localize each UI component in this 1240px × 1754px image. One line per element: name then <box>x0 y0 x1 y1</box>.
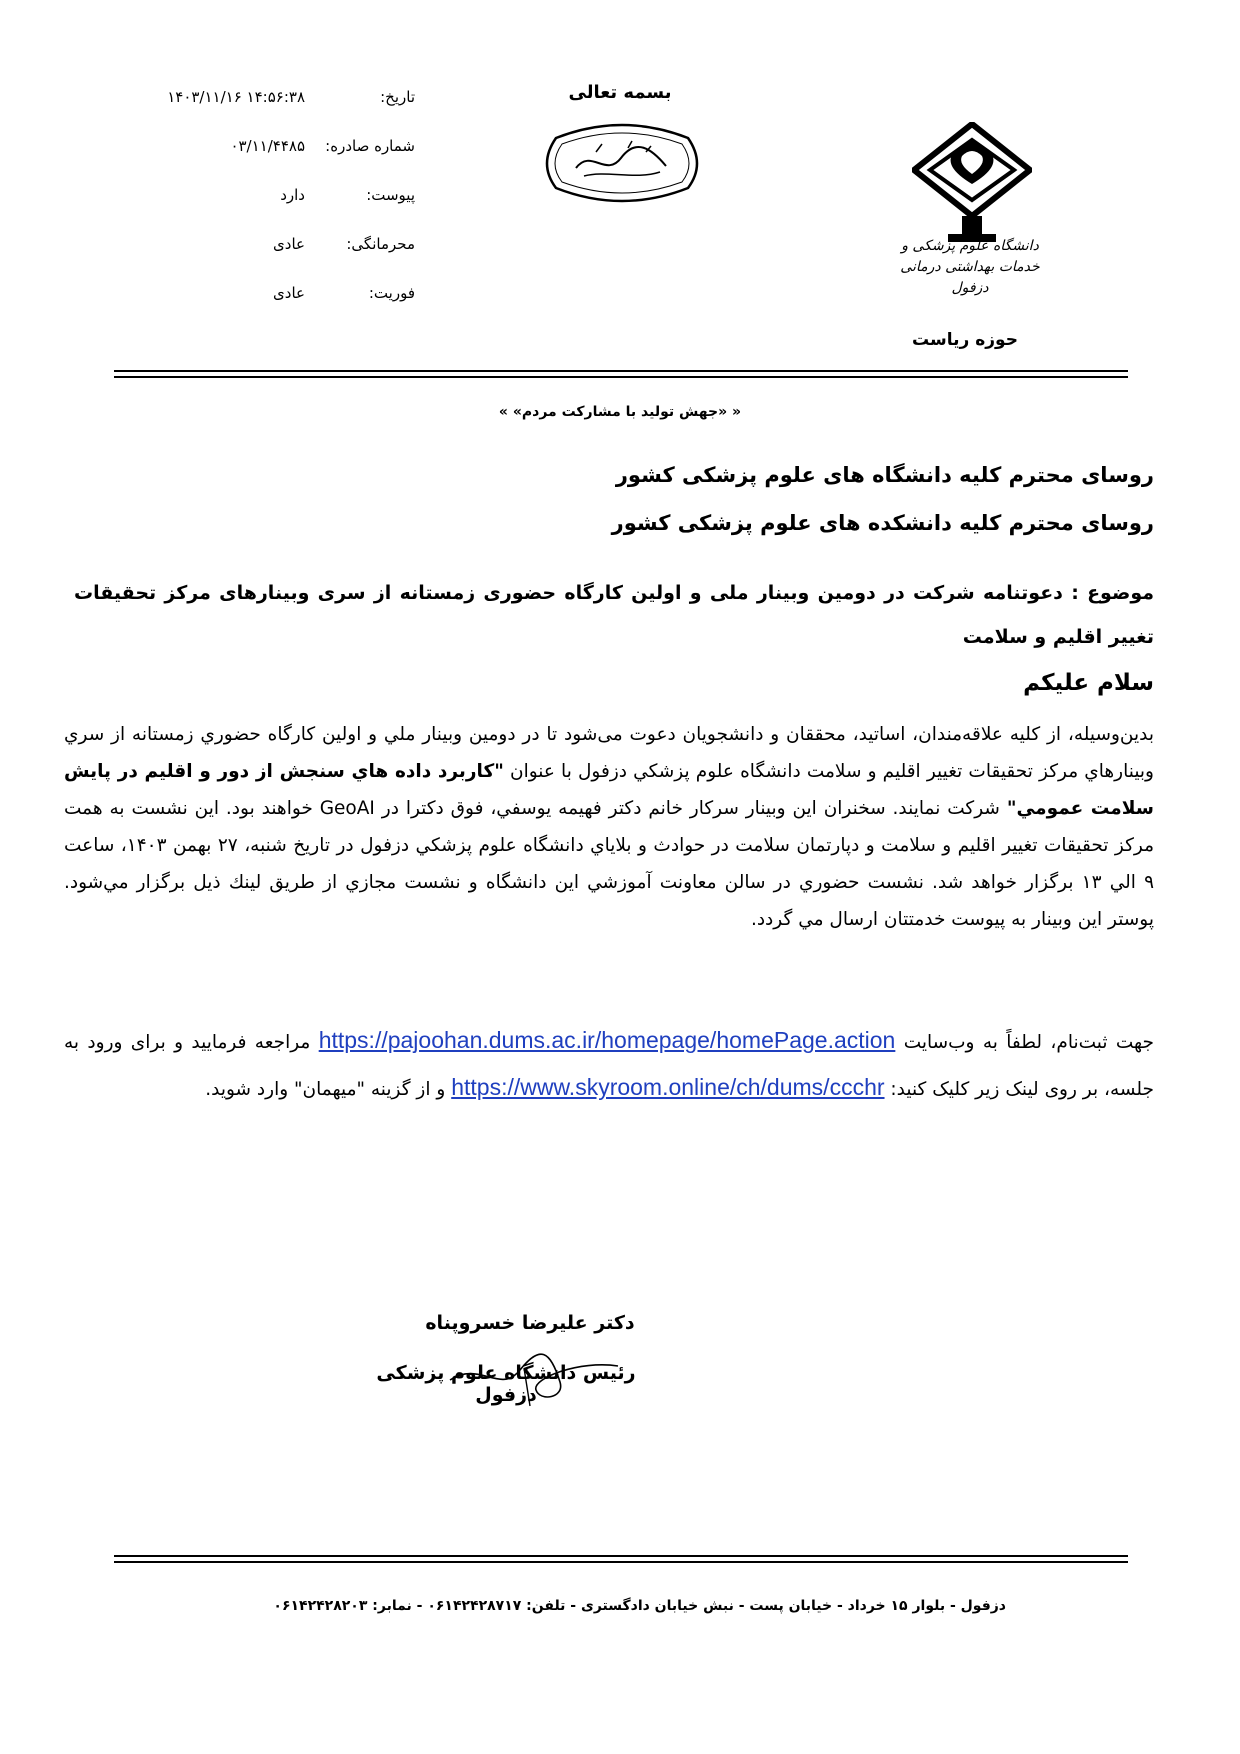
body-p2-part2: مراجعه فرمایید و برای ورود به جلسه، بر روی لینک زیر کلیک کنید: <box>64 1032 1154 1100</box>
skyroom-link[interactable]: https://www.skyroom.online/ch/dums/ccchr <box>451 1074 885 1100</box>
body-paragraph-2 <box>64 1018 1154 1112</box>
logo-caption <box>880 236 1060 299</box>
date-value: ۱۴:۵۶:۳۸ ۱۴۰۳/۱۱/۱۶ <box>167 88 305 106</box>
body-p1-part2: شرکت نمایند. سخنران اين وبينار سرکار خانم دکتر فهيمه يوسفي، فوق دکترا در GeoAI خواهند بود. این نشست به همت مرکز تحقيقات تغيير اقليم و سلامت و دپارتمان سلامت در حوادث و بلاياي دانشگاه علوم پزشکي دزفول در تاریخ شنبه، ۲۷ بهمن ۱۴۰۳، ساعت ۹ الي ۱۳ برگزار خواهد شد. نشست حضوري در سالن معاونت آموزشي اين دانشگاه و نشست مجازي از طريق لينك ذيل برگزار مي‌شود. پوستر اين وبينار به پيوست خدمتتان ارسال مي گردد. <box>64 798 1154 930</box>
confidentiality-label: محرمانگی: <box>346 235 415 253</box>
attachment-value: دارد <box>280 186 305 204</box>
meta-attachment <box>140 186 415 210</box>
body-p1-part1: بدین‌وسیله، از کلیه علاقه‌مندان، اساتید، محققان و دانشجویان دعوت می‌شود تا در دومین وبینار ملي و اولين کارگاه حضوري زمستانه از سري وبينارهاي مرکز تحقيقات تغيير اقليم و سلامت دانشگاه علوم پزشکي دزفول با عنوان <box>64 724 1154 782</box>
urgency-label: فوریت: <box>368 284 415 302</box>
confidentiality-value: عادی <box>273 235 305 253</box>
body-paragraph-1 <box>64 716 1154 938</box>
footer-address: دزفول - بلوار ۱۵ خرداد - خیابان پست - نبش خیابان دادگستری - تلفن: ۰۶۱۴۲۴۲۸۷۱۷ - نمابر: ۰۶۱۴۲۴۲۸۲۰۳ <box>273 1598 1006 1614</box>
logo-caption-line2: دزفول <box>951 280 989 296</box>
footer-divider-top <box>114 1555 1128 1557</box>
registration-link[interactable]: https://pajoohan.dums.ac.ir/homepage/homePage.action <box>318 1027 896 1053</box>
footer-divider-bottom <box>114 1561 1128 1563</box>
webinar-title: "کاربرد داده هاي سنجش از دور و اقليم در پايش سلامت عمومي" <box>64 761 1155 819</box>
meta-date <box>140 88 415 112</box>
logo-caption-line1: دانشگاه علوم پزشکی و خدمات بهداشتی درمانی <box>900 238 1040 275</box>
header-divider-bottom <box>114 376 1128 378</box>
urgency-value: عادی <box>273 284 305 302</box>
bismillah: بسمه تعالی <box>568 82 672 103</box>
header-divider-top <box>114 370 1128 372</box>
addressee-faculties: روسای محترم کلیه دانشکده های علوم پزشکی کشور <box>611 511 1154 535</box>
attachment-label: پیوست: <box>366 186 415 204</box>
date-label: تاریخ: <box>380 88 415 106</box>
number-value: ۰۳/۱۱/۴۴۸۵ <box>230 137 305 155</box>
subject: موضوع : دعوتنامه شرکت در دومین وبینار ملی و اولین کارگاه حضوری زمستانه از سری وبینارهای مرکز تحقیقات تغییر اقلیم و سلامت <box>74 582 1154 648</box>
body-p2-part3: و از گزینه "میهمان" وارد شوید. <box>205 1079 452 1100</box>
production-leap-seal-icon <box>536 118 708 210</box>
body-p2-part1: جهت ثبت‌نام، لطفاً به وب‌سایت <box>895 1032 1154 1053</box>
meta-number <box>140 137 415 161</box>
signatory-title: رئیس دانشگاه علوم پزشکی دزفول <box>376 1362 636 1406</box>
office-name: حوزه ریاست <box>912 330 1018 350</box>
meta-urgency <box>140 284 415 308</box>
signatory-name: دکتر علیرضا خسروپناه <box>425 1312 635 1334</box>
slogan: « «جهش تولید با مشارکت مردم» » <box>498 404 742 420</box>
greeting: سلام علیکم <box>1023 670 1154 696</box>
addressee-universities: روسای محترم کلیه دانشگاه های علوم پزشکی کشور <box>615 463 1154 487</box>
meta-confidentiality <box>140 235 415 259</box>
number-label: شماره صادره: <box>325 137 415 155</box>
university-logo-icon <box>912 122 1032 246</box>
handwritten-signature-icon <box>440 1320 630 1410</box>
